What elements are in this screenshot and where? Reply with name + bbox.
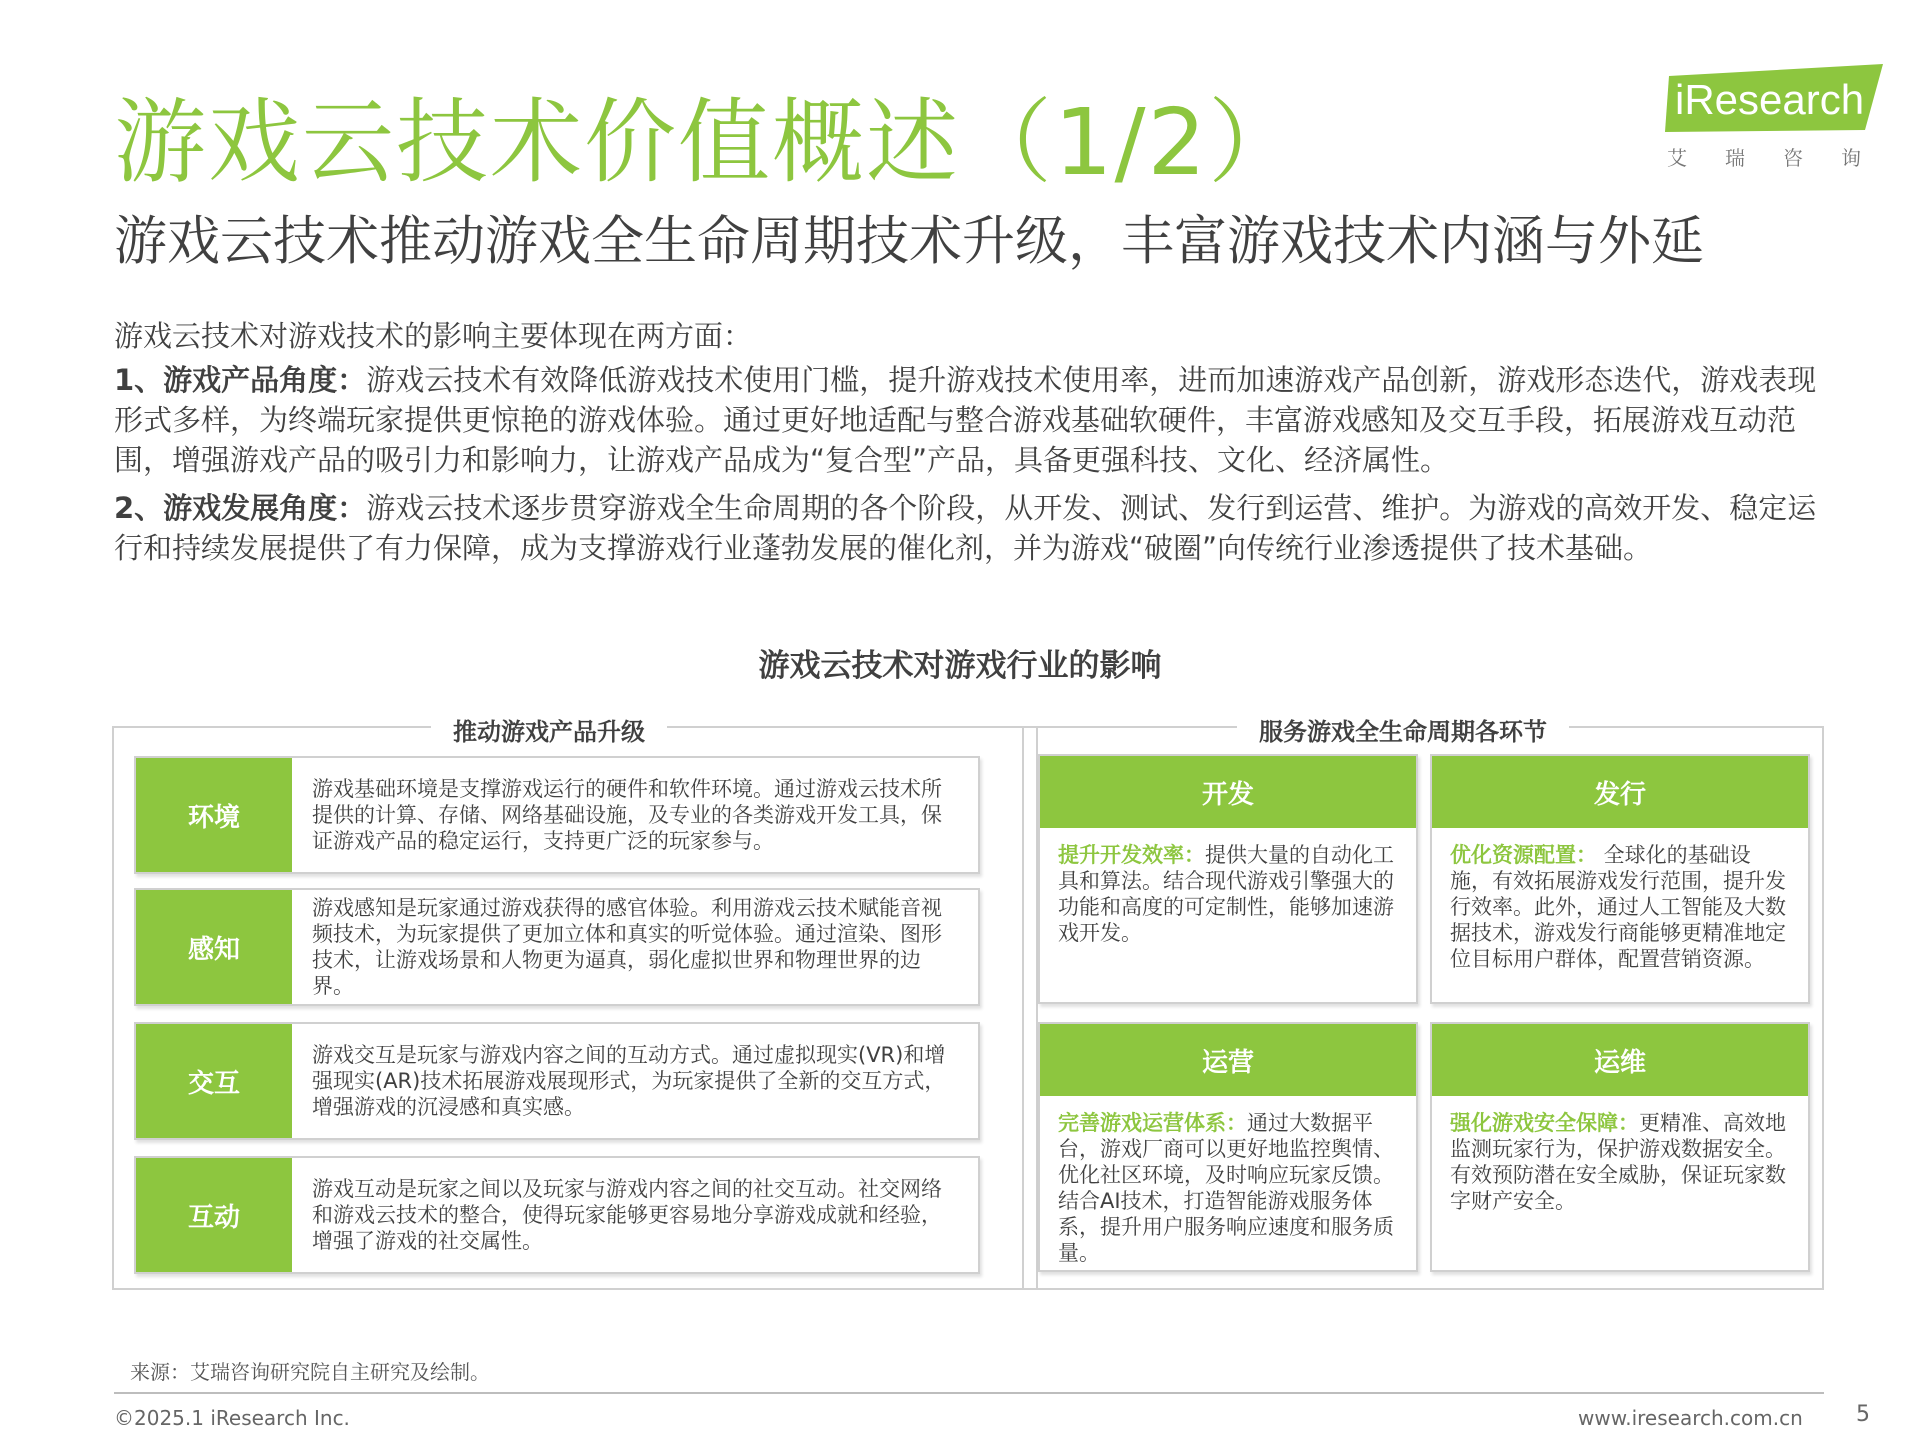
row-label: 互动 <box>136 1158 292 1272</box>
point-development <box>114 488 1824 568</box>
box-highlight: 完善游戏运营体系： <box>1058 1111 1247 1135</box>
box-title: 开发 <box>1040 756 1416 828</box>
box-title: 运维 <box>1432 1024 1808 1096</box>
row-label: 交互 <box>136 1024 292 1138</box>
intro-lead: 游戏云技术对游戏技术的影响主要体现在两方面： <box>114 319 753 353</box>
row-interaction <box>134 1022 980 1140</box>
row-desc: 游戏感知是玩家通过游戏获得的感官体验。利用游戏云技术赋能音视频技术，为玩家提供了更加立体和真实的听觉体验。通过渲染、图形技术，让游戏场景和人物更为逼真，弱化虚拟世界和物理世界的边界。 <box>312 896 942 998</box>
source-note: 来源：艾瑞咨询研究院自主研究及绘制。 <box>130 1360 490 1384</box>
left-panel-title: 推动游戏产品升级 <box>431 712 667 747</box>
website-link[interactable]: www.iresearch.com.cn <box>1578 1406 1803 1430</box>
box-operation <box>1038 1022 1418 1272</box>
right-panel-title: 服务游戏全生命周期各环节 <box>1237 712 1569 747</box>
footer-divider <box>114 1392 1824 1394</box>
box-highlight: 提升开发效率： <box>1058 843 1205 867</box>
page-title: 游戏云技术价值概述（1/2） <box>114 89 1303 196</box>
page-number: 5 <box>1856 1402 1870 1427</box>
point-product <box>114 360 1824 480</box>
box-text: 通过大数据平台，游戏厂商可以更好地监控舆情、优化社区环境，及时响应玩家反馈。结合AI技术，打造智能游戏服务体系，提升用户服务响应速度和服务质量。 <box>1058 1111 1394 1265</box>
box-body <box>1432 828 1808 972</box>
box-title: 运营 <box>1040 1024 1416 1096</box>
point-product-text: 游戏云技术有效降低游戏技术使用门槛，提升游戏技术使用率，进而加速游戏产品创新，游戏形态迭代，游戏表现形式多样，为终端玩家提供更惊艳的游戏体验。通过更好地适配与整合游戏基础软硬件，丰富游戏感知及交互手段，拓展游戏互动范围，增强游戏产品的吸引力和影响力，让游戏产品成为“复合型”产品，具备更强科技、文化、经济属性。 <box>114 363 1817 477</box>
row-environment <box>134 756 980 874</box>
box-development <box>1038 754 1418 1004</box>
box-highlight: 强化游戏安全保障： <box>1450 1111 1639 1135</box>
row-desc: 游戏互动是玩家之间以及玩家与游戏内容之间的社交互动。社交网络和游戏云技术的整合，使得玩家能够更容易地分享游戏成就和经验，增强了游戏的社交属性。 <box>312 1177 942 1253</box>
row-perception <box>134 888 980 1006</box>
point-development-text: 游戏云技术逐步贯穿游戏全生命周期的各个阶段，从开发、测试、发行到运营、维护。为游戏的高效开发、稳定运行和持续发展提供了有力保障，成为支撑游戏行业蓬勃发展的催化剂，并为游戏“破圈”向传统行业渗透提供了技术基础。 <box>114 491 1817 565</box>
row-desc: 游戏基础环境是支撑游戏运行的硬件和软件环境。通过游戏云技术所提供的计算、存储、网络基础设施，及专业的各类游戏开发工具，保证游戏产品的稳定运行，支持更广泛的玩家参与。 <box>312 777 942 853</box>
box-text: 更精准、高效地监测玩家行为，保护游戏数据安全。有效预防潜在安全威胁，保证玩家数字财产安全。 <box>1450 1111 1786 1213</box>
page-subtitle: 游戏云技术推动游戏全生命周期技术升级，丰富游戏技术内涵与外延 <box>114 211 1704 272</box>
iresearch-logo <box>1665 62 1899 172</box>
box-publishing <box>1430 754 1810 1004</box>
box-body <box>1040 1096 1416 1266</box>
box-text: 提供大量的自动化工具和算法。结合现代游戏引擎强大的功能和高度的可定制性，能够加速游戏开发。 <box>1058 843 1394 945</box>
box-highlight: 优化资源配置： <box>1450 843 1597 867</box>
logo-name: iResearch <box>1675 76 1865 123</box>
point-product-label: 1、游戏产品角度： <box>114 363 367 397</box>
row-desc: 游戏交互是玩家与游戏内容之间的互动方式。通过虚拟现实(VR)和增强现实(AR)技术拓展游戏展现形式，为玩家提供了全新的交互方式，增强游戏的沉浸感和真实感。 <box>312 1043 946 1119</box>
row-label: 感知 <box>136 890 292 1004</box>
row-label: 环境 <box>136 758 292 872</box>
point-development-label: 2、游戏发展角度： <box>114 491 367 525</box>
box-title: 发行 <box>1432 756 1808 828</box>
figure-title: 游戏云技术对游戏行业的影响 <box>758 648 1162 684</box>
box-body <box>1432 1096 1808 1214</box>
copyright: ©2025.1 iResearch Inc. <box>114 1406 350 1430</box>
box-maintenance <box>1430 1022 1810 1272</box>
row-social <box>134 1156 980 1274</box>
logo-subtext: 艾瑞咨询 <box>1667 146 1899 170</box>
box-text: 全球化的基础设施，有效拓展游戏发行范围，提升发行效率。此外，通过人工智能及大数据技术，游戏发行商能够更精准地定位目标用户群体，配置营销资源。 <box>1450 843 1786 971</box>
box-body <box>1040 828 1416 946</box>
